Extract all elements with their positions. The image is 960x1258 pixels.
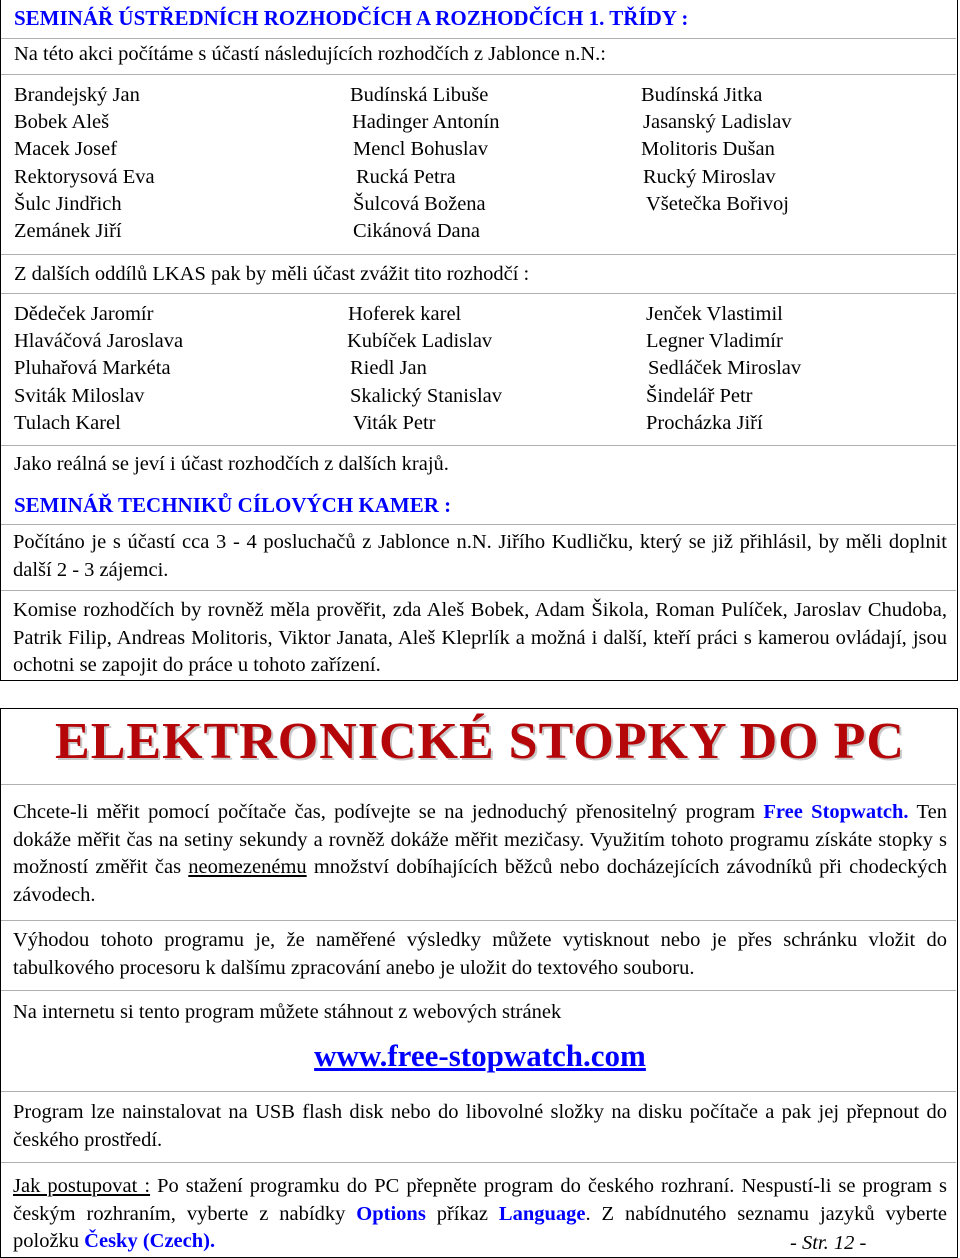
divider [1,254,956,255]
divider [1,524,956,525]
judge-name: Všetečka Bořivoj [646,193,789,215]
judge-name: Šindelář Petr [646,385,753,407]
text: příkaz [436,1202,488,1225]
emphasis-underlined: neomezenému [188,856,307,878]
divider [1,1091,956,1092]
judge-name: Hlaváčová Jaroslava [14,330,184,352]
advantages-paragraph: Výhodou tohoto programu je, že naměřené výsledky můžete vytisknout nebo je přes schránku vložit do tabulkového procesoru k dalšímu zpracování anebo je uložit do textového souboru. [13,929,947,979]
judge-name: Rektorysová Eva [14,166,155,188]
judge-name: Pluhařová Markéta [14,357,171,379]
judge-name: Rucký Miroslav [643,166,776,188]
judge-name: Sedláček Miroslav [648,357,802,379]
regions-note: Jako reálná se jeví i účast rozhodčích z dalších krajů. [14,453,449,475]
judge-name: Jasanský Ladislav [643,111,792,133]
divider [1,1162,956,1163]
judge-name: Skalický Stanislav [350,385,503,407]
options-menu-name: Options [356,1202,426,1225]
judge-name: Šulc Jindřich [14,193,122,215]
judge-name: Molitoris Dušan [641,138,775,160]
judges-intro: Na této akci počítáme s účastí následujících rozhodčích z Jablonce n.N.: [14,43,607,65]
download-link[interactable]: www.free-stopwatch.com [314,1038,646,1073]
camera-seminar-paragraph: Počítáno je s účastí cca 3 - 4 posluchačů z Jablonce n.N. Jiřího Kudličku, který se již přihlásil, by měli doplnit další 2 - 3 zájemci. [13,531,947,581]
judge-name: Jenček Vlastimil [646,303,783,325]
divider [1,990,956,991]
judge-name: Procházka Jiří [646,412,763,434]
judge-name: Rucká Petra [356,166,456,188]
judge-name: Riedl Jan [350,357,427,379]
camera-seminar-heading: SEMINÁŘ TECHNIKŮ CÍLOVÝCH KAMER : [14,493,452,517]
judge-name: Macek Josef [14,138,118,160]
page-number: - Str. 12 - [790,1232,867,1254]
judge-name: Brandejský Jan [14,84,140,106]
language-command-name: Language [498,1202,586,1225]
howto-label: Jak postupovat : [13,1175,151,1197]
text: . Z nabídnutého seznamu jazyků vyberte položku [13,1202,947,1252]
divider [1,445,956,446]
judge-name: Legner Vladimír [646,330,783,352]
install-paragraph: Program lze nainstalovat na USB flash disk nebo do libovolné složky na disku počítače a pak jej přepnout do českého prostředí. [13,1101,947,1151]
judge-name: Mencl Bohuslav [353,138,488,160]
divider [1,293,956,294]
judge-name: Zemánek Jiří [14,220,122,242]
judge-name: Cikánová Dana [353,220,480,242]
judge-name: Hadinger Antonín [352,111,500,133]
divider [1,920,956,921]
download-paragraph: Na internetu si tento program můžete stáhnout z webových stránek [13,1001,562,1023]
stopwatch-title: ELEKTRONICKÉ STOPKY DO PC [55,713,905,770]
judge-name: Dědeček Jaromír [14,303,154,325]
judge-name: Hoferek karel [348,303,462,325]
stopwatch-intro-paragraph [13,799,947,909]
judge-name: Sviták Miloslav [14,385,145,407]
judge-name: Budínská Jitka [641,84,763,106]
judge-name: Tulach Karel [14,412,121,434]
judges-seminar-heading: SEMINÁŘ ÚSTŘEDNÍCH ROZHODČÍCH A ROZHODČÍCH 1. TŘÍDY : [14,6,689,30]
text: Po stažení programku do PC přepněte program do českého rozhraní. Nespustí-li se program s českým rozhraním, vyberte z nabídky [13,1175,947,1225]
judge-name: Viták Petr [353,412,436,434]
czech-item-name: Česky (Czech). [84,1230,216,1252]
divider [1,784,956,785]
judge-name: Kubíček Ladislav [347,330,493,352]
judge-name: Šulcová Božena [353,193,486,215]
divider [1,590,956,591]
text: množství dobíhajících běžců nebo docházejících závodníků při chodeckých závodech. [13,856,948,906]
divider [1,38,956,39]
other-clubs-intro: Z dalších oddílů LKAS pak by měli účast zvážit tito rozhodčí : [14,263,530,285]
program-name: Free Stopwatch. [763,801,909,823]
divider [1,74,956,75]
judge-name: Budínská Libuše [350,84,489,106]
text: Ten dokáže měřit čas na setiny sekundy a rovněž dokáže měřit mezičasy. Využitím tohoto programu získáte stopky s možností změřit čas [13,801,947,878]
camera-commission-paragraph: Komise rozhodčích by rovněž měla prověřit, zda Aleš Bobek, Adam Šikola, Roman Pulíček, Jaroslav Chudoba, Patrik Filip, Andreas Molitoris, Viktor Janata, Aleš Kleprlík a možná i další, kteří práci s kamerou ovládají, jsou ochotni se zapojit do práce u tohoto zařízení. [13,599,947,676]
text: Chcete-li měřit pomocí počítače čas, podívejte se na jednoduchý přenositelný program [13,801,756,823]
judge-name: Bobek Aleš [14,111,110,133]
